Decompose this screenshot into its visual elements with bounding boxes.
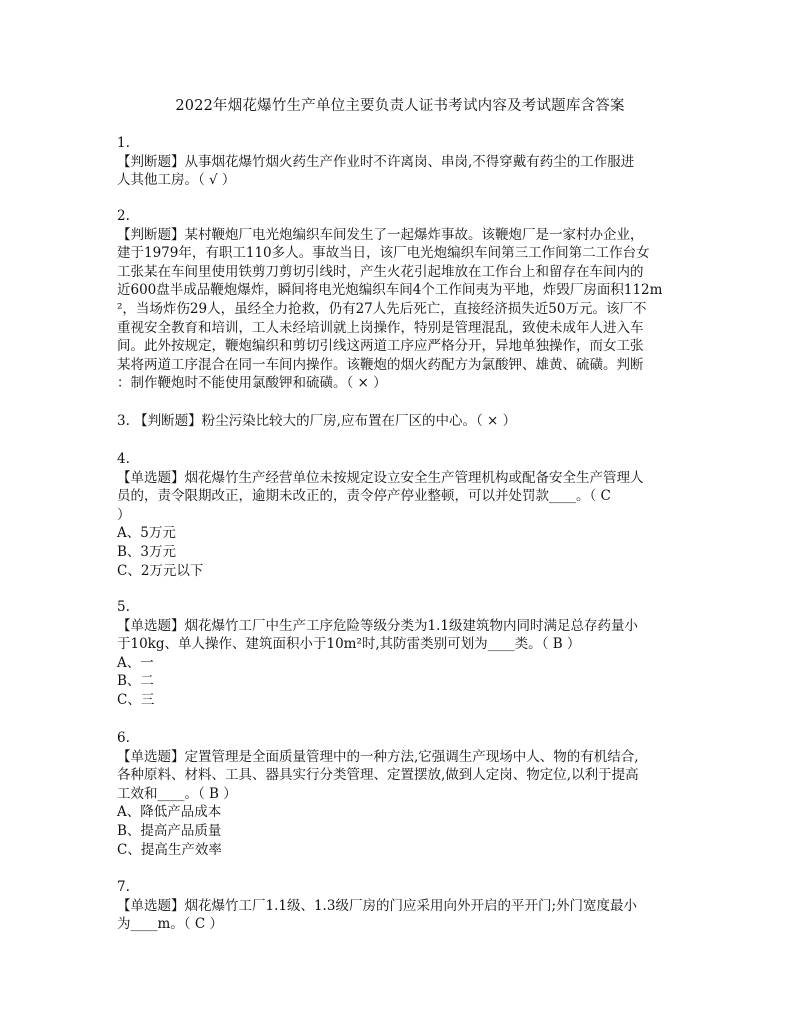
answer-option: B、二 — [117, 673, 154, 690]
document-title: 2022年烟花爆竹生产单位主要负责人证书考试内容及考试题库含答案 — [175, 98, 625, 114]
question-number: 2. — [117, 208, 130, 224]
question-text-line: 间。此外按规定，鞭炮编织和剪切引线这两道工序应严格分开，异地单独操作，而女工张 — [117, 338, 644, 355]
question-3 — [117, 412, 687, 431]
question-4 — [117, 450, 687, 580]
question-text-line: 员的，责令限期改正，逾期未改正的，责令停产停业整顿，可以并处罚款____。（ C — [117, 488, 611, 505]
question-text-line: 各种原料、材料、工具、器具实行分类管理、定置摆放,做到人定岗、物定位,以利于提高 — [117, 767, 639, 784]
question-text-line: 【单选题】烟花爆竹工厂1.1级、1.3级厂房的门应采用向外开启的平开门;外门宽度最小 — [117, 897, 637, 914]
question-7 — [117, 878, 687, 934]
question-text-line: 【判断题】某村鞭炮厂电光炮编织车间发生了一起爆炸事故。该鞭炮厂是一家村办企业， — [117, 226, 644, 243]
question-number: 5. — [117, 599, 130, 615]
question-text-line: 人其他工房。（ √ ） — [117, 172, 236, 189]
question-6 — [117, 729, 687, 859]
question-text-line: 近600盘半成品鞭炮爆炸，瞬间将电光炮编织车间4个工作间夷为平地，炸毁厂房面积112m — [117, 282, 663, 299]
question-text-line: 【判断题】从事烟花爆竹烟火药生产作业时不许离岗、串岗,不得穿戴有药尘的工作服进 — [117, 153, 635, 170]
question-1 — [117, 134, 687, 190]
question-text-line: 重视安全教育和培训，工人未经培训就上岗操作，特别是管理混乱，致使未成年人进入车 — [117, 319, 644, 336]
answer-option: A、降低产品成本 — [117, 804, 222, 821]
question-text-line: 建于1979年，有职工110多人。事故当日，该厂电光炮编织车间第三工作间第二工作台女 — [117, 245, 650, 262]
question-text-line: 3. 【判断题】粉尘污染比较大的厂房,应布置在厂区的中心。（ × ） — [117, 413, 517, 429]
question-number: 7. — [117, 879, 130, 895]
question-text-line: ：制作鞭炮时不能使用氯酸钾和硫磺。（ × ） — [117, 375, 387, 392]
question-text-line: 某将两道工序混合在同一车间内操作。该鞭炮的烟火药配方为氯酸钾、雄黄、硫磺。判断 — [117, 356, 644, 373]
question-text-line: 工效和____。（ B ） — [117, 785, 237, 802]
question-text-line: 【单选题】烟花爆竹生产经营单位未按规定设立安全生产管理机构或配备安全生产管理人 — [117, 469, 644, 486]
answer-option: A、5万元 — [117, 525, 176, 542]
question-text-line: 为____m。（ C ） — [117, 916, 223, 933]
question-number: 1. — [117, 135, 130, 151]
answer-option: C、三 — [117, 691, 155, 708]
answer-option: C、2万元以下 — [117, 562, 204, 579]
question-text-line: 【单选题】定置管理是全面质量管理中的一种方法,它强调生产现场中人、物的有机结合, — [117, 748, 639, 765]
question-text-line: 于10kg、单人操作、建筑面积小于10m²时,其防雷类别可划为____类。（ B ） — [117, 636, 581, 653]
question-2 — [117, 207, 687, 393]
question-text-line: 【单选题】烟花爆竹工厂中生产工序危险等级分类为1.1级建筑物内同时满足总存药量小 — [117, 617, 638, 634]
question-text-line: ） — [117, 506, 131, 523]
question-text-line: ²，当场炸伤29人，虽经全力抢救，仍有27人先后死亡，直接经济损失近50万元。该厂不 — [117, 300, 647, 317]
question-number: 6. — [117, 730, 130, 746]
question-text-line: 工张某在车间里使用铁剪刀剪切引线时，产生火花引起堆放在工作台上和留存在车间内的 — [117, 263, 644, 280]
question-5 — [117, 598, 687, 710]
answer-option: A、一 — [117, 654, 154, 671]
answer-option: B、3万元 — [117, 543, 177, 560]
answer-option: C、提高生产效率 — [117, 841, 222, 858]
question-number: 4. — [117, 451, 130, 467]
answer-option: B、提高产品质量 — [117, 822, 222, 839]
